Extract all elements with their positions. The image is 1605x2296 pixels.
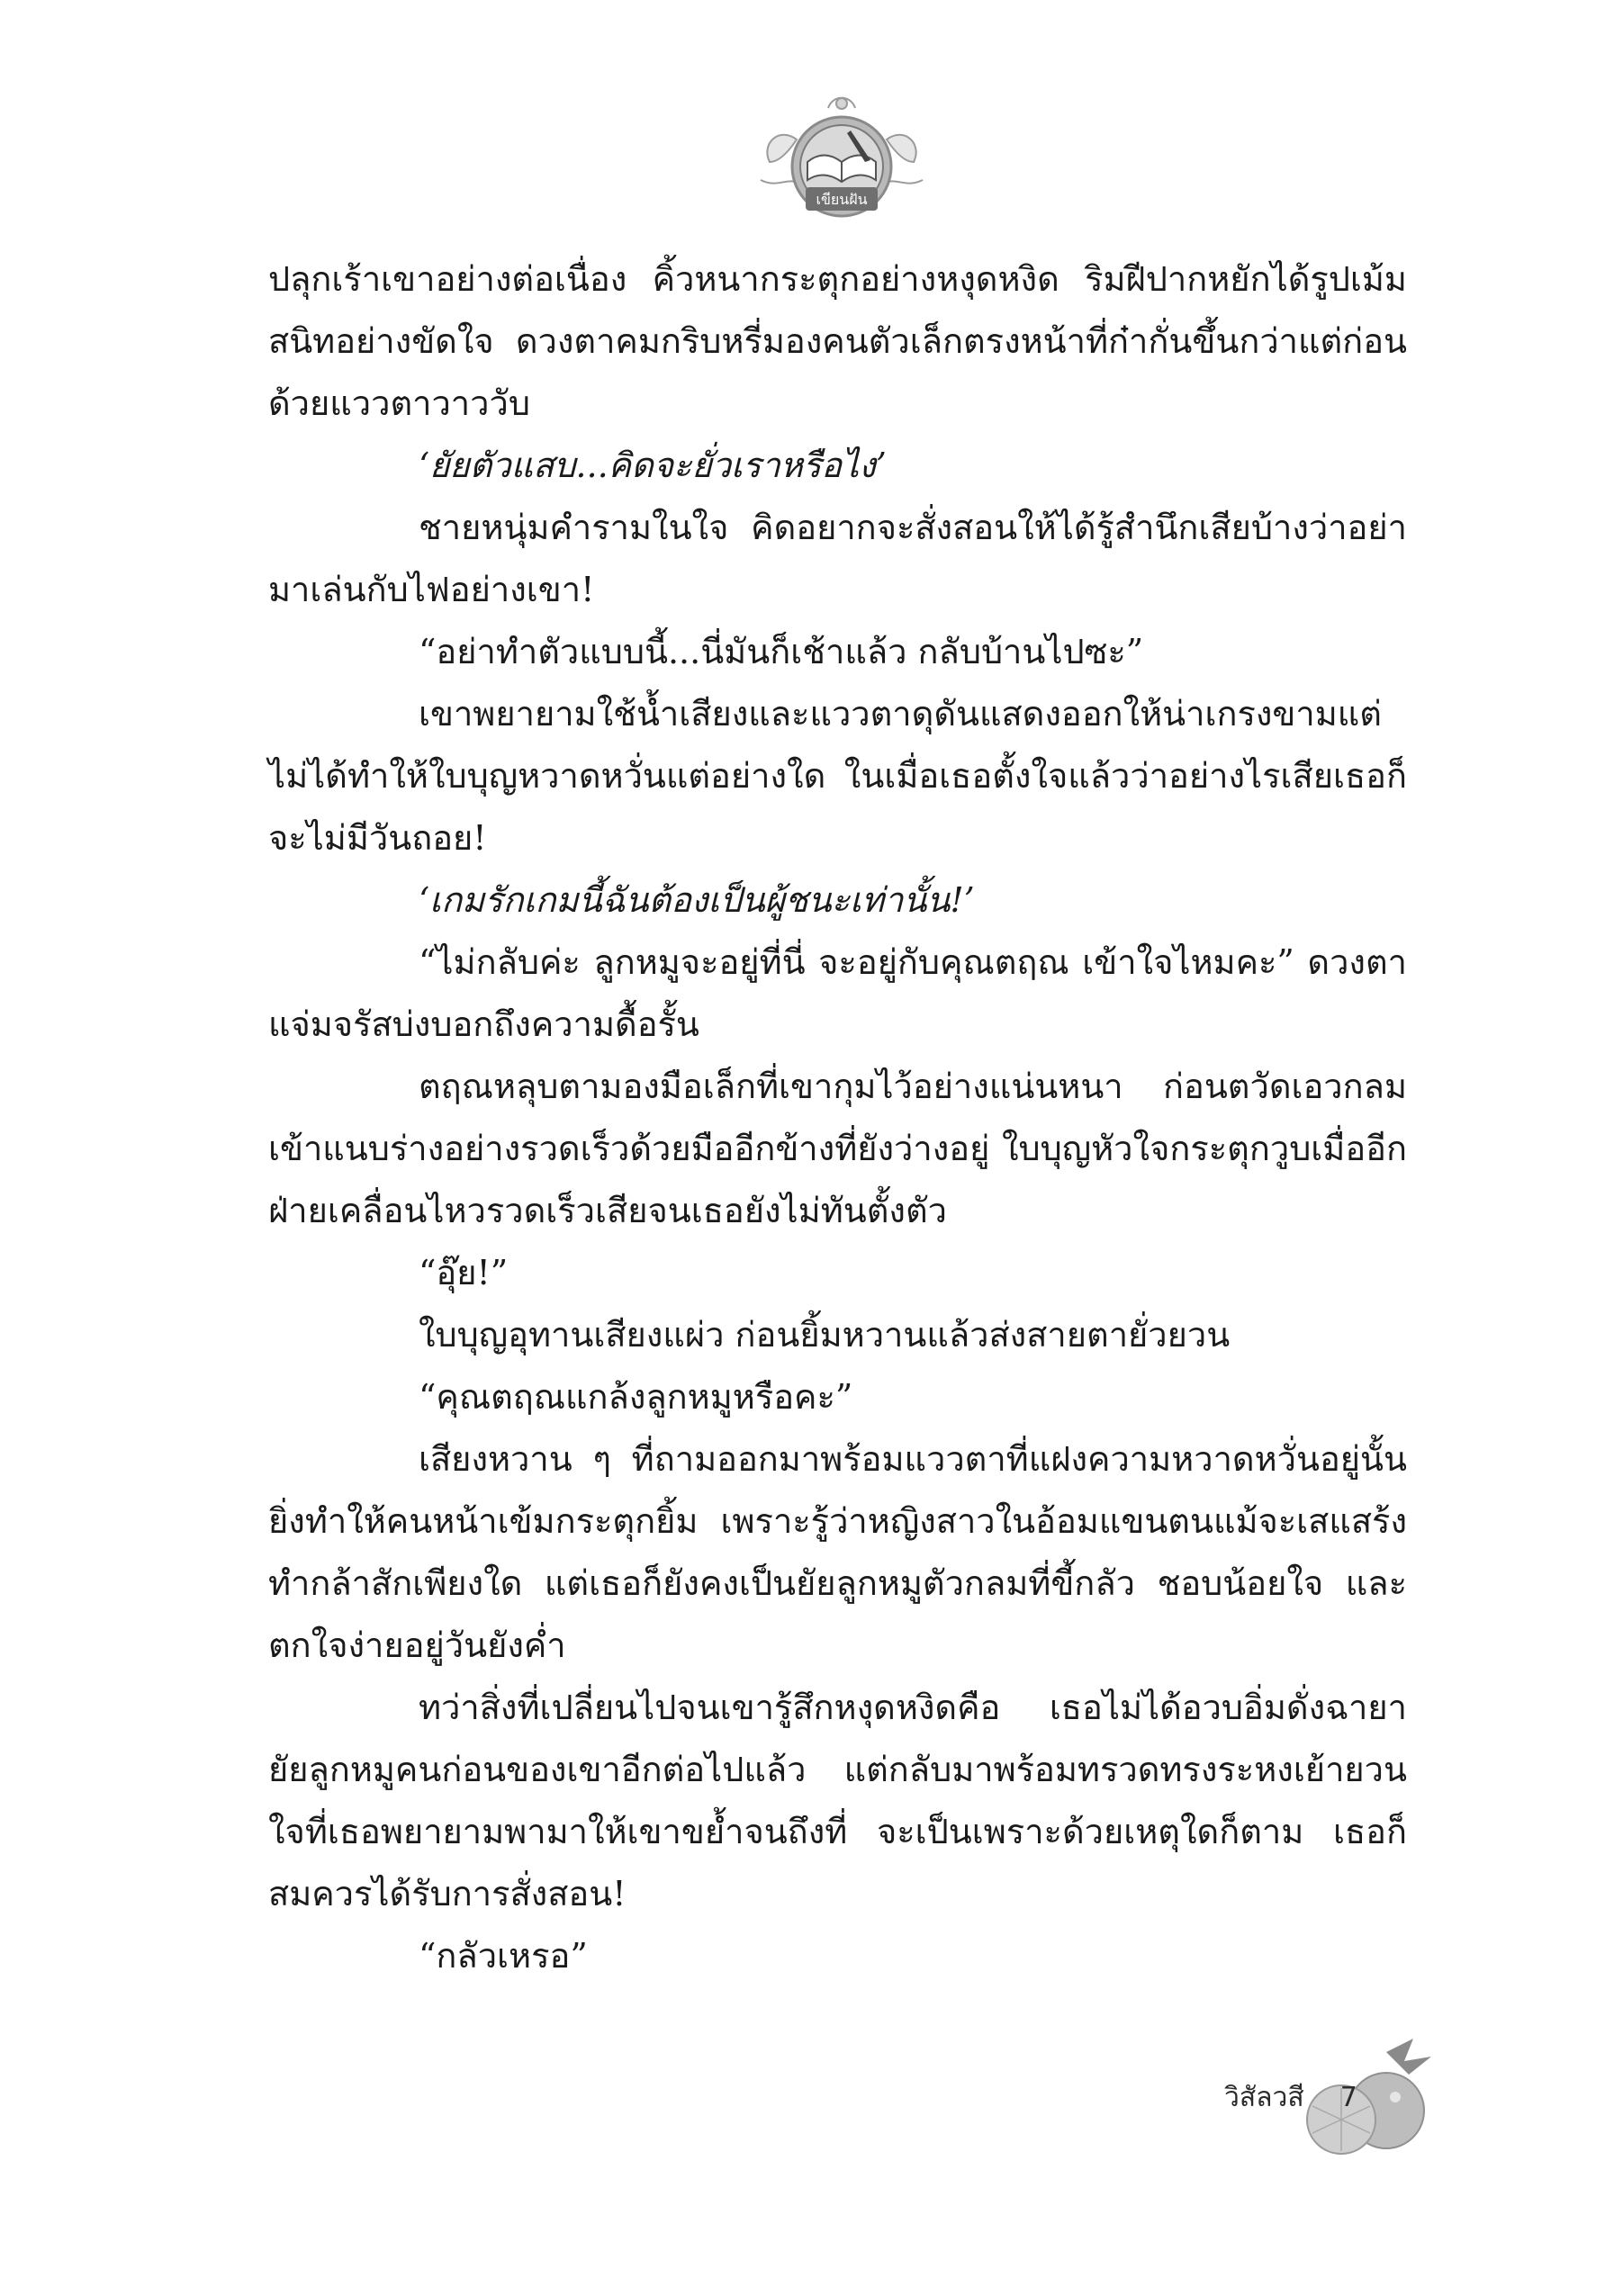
paragraph: ตฤณหลุบตามองมือเล็กที่เขากุมไว้อย่างแน่นหนา ก่อนตวัดเอวกลมเข้าแนบร่างอย่างรวดเร็วด้วยมืออีกข้างที่ยังว่างอยู่ ใบบุญหัวใจกระตุกวูบเมื่ออีกฝ่ายเคลื่อนไหวรวดเร็วเสียจนเธอยังไม่ทันตั้งตัว bbox=[268, 1067, 1407, 1230]
paragraph: ใบบุญอุทานเสียงแผ่ว ก่อนยิ้มหวานแล้วส่งสายตายั่วยวน bbox=[419, 1315, 1231, 1355]
paragraph-dialogue: “อย่าทำตัวแบบนี้...นี่มันก็เช้าแล้ว กลับบ้านไปซะ” bbox=[419, 632, 1144, 671]
page-footer bbox=[1224, 2070, 1357, 2124]
paragraph: ชายหนุ่มคำรามในใจ คิดอยากจะสั่งสอนให้ได้รู้สำนึกเสียบ้างว่าอย่ามาเล่นกับไฟอย่างเขา! bbox=[268, 508, 1407, 609]
paragraph-dialogue: “ไม่กลับค่ะ ลูกหมูจะอยู่ที่นี่ จะอยู่กับคุณตฤณ เข้าใจไหมคะ” ดวงตาแจ่มจรัสบ่งบอกถึงความดื้อรั้น bbox=[268, 942, 1407, 1044]
book-quill-emblem-icon bbox=[752, 90, 932, 234]
paragraph: เสียงหวาน ๆ ที่ถามออกมาพร้อมแววตาที่แฝงความหวาดหวั่นอยู่นั้นยิ่งทำให้คนหน้าเข้มกระตุกยิ้ม เพราะรู้ว่าหญิงสาวในอ้อมแขนตนแม้จะเสแสร้งทำกล้าสักเพียงใด แต่เธอก็ยังคงเป็นยัยลูกหมูตัวกลมที่ขี้กลัว ชอบน้อยใจ และตกใจง่ายอยู่วันยังค่ำ bbox=[268, 1439, 1407, 1665]
paragraph-thought: ‘ยัยตัวแสบ...คิดจะยั่วเราหรือไง’ bbox=[419, 446, 887, 485]
paragraph-thought: ‘เกมรักเกมนี้ฉันต้องเป็นผู้ชนะเท่านั้น!’ bbox=[419, 880, 975, 920]
page-number: 7 bbox=[1339, 2081, 1357, 2113]
paragraph-dialogue: “อุ๊ย!” bbox=[419, 1253, 509, 1292]
paragraph: ปลุกเร้าเขาอย่างต่อเนื่อง คิ้วหนากระตุกอย่างหงุดหงิด ริมฝีปากหยักได้รูปเม้มสนิทอย่างขัดใจ ดวงตาคมกริบหรี่มองคนตัวเล็กตรงหน้าที่ก๋ากั่นขึ้นกว่าแต่ก่อนด้วยแววตาวาววับ bbox=[268, 259, 1407, 423]
paragraph-dialogue: “คุณตฤณแกล้งลูกหมูหรือคะ” bbox=[419, 1377, 853, 1417]
body-text bbox=[268, 248, 1407, 1987]
paragraph-dialogue: “กลัวเหรอ” bbox=[419, 1936, 588, 1976]
paragraph: ทว่าสิ่งที่เปลี่ยนไปจนเขารู้สึกหงุดหงิดคือ เธอไม่ได้อวบอิ่มดั่งฉายายัยลูกหมูคนก่อนของเขาอีกต่อไปแล้ว แต่กลับมาพร้อมทรวดทรงระหงเย้ายวนใจที่เธอพยายามพามาให้เขาขย้ำจนถึงที่ จะเป็นเพราะด้วยเหตุใดก็ตาม เธอก็สมควรได้รับการสั่งสอน! bbox=[268, 1688, 1407, 1913]
paragraph: เขาพยายามใช้น้ำเสียงและแววตาดุดันแสดงออกให้น่าเกรงขามแต่ไม่ได้ทำให้ใบบุญหวาดหวั่นแต่อย่างใด ในเมื่อเธอตั้งใจแล้วว่าอย่างไรเสียเธอก็จะไม่มีวันถอย! bbox=[268, 694, 1407, 858]
author-name: วิสัลวสี bbox=[1224, 2081, 1304, 2113]
emblem-label: เขียนฝัน bbox=[816, 191, 868, 208]
